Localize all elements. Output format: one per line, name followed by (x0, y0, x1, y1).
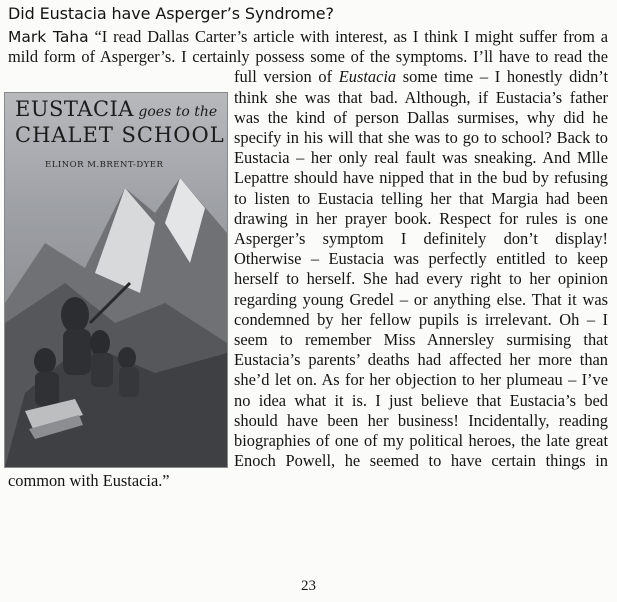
article-body (8, 27, 608, 492)
article-heading: Did Eustacia have Asperger’s Syndrome? (8, 4, 334, 23)
cover-illustration (5, 93, 227, 467)
article-text-part2: some time – I honestly didn’t think she was that bad. Although, if Eustacia’s father was the kind of person Dallas surmises, why did he specify in his will that she was to go to school? Back to Eustacia – her only real fault was sneaking. And Mlle Lepattre should have nipped that in the bud by refusing to listen to Eustacia telling her that Margia had been drawing in her prayer book. Respect for rules is one Asperger’s symptom I definitely don’t display! Otherwise – Eustacia was perfectly entitled to keep herself to herself. She had every right to her opinion regarding young Gredel – or anything else. That it was condemned by her fellow pupils is irrelevant. Oh – I seem to remember Miss Annersley surmising that Eustacia’s parents’ deaths had affected her more than she’d let on. As for her objection to her plumeau – I’ve no idea what it is. I just believe that Eustacia’s bed should have been her business! Incidentally, reading biographies of one of my political heroes, the late great Enoch Powell, he seemed to have certain things in common with Eustacia.” (8, 67, 608, 491)
page-number: 23 (301, 578, 316, 594)
article-author: Mark Taha (8, 28, 89, 46)
article-text-part1: “I read Dallas Carter’s article with interest, as I think I might suffer from a mild form of Asperger’s. I certainly possess some of the symptoms. I’ll have to read the full version of (8, 27, 608, 87)
cover-title-small: goes to the (133, 104, 218, 121)
book-cover-wrapper (4, 92, 226, 466)
book-cover-image (4, 92, 228, 468)
cover-title-line1 (15, 99, 217, 122)
cover-title-word: EUSTACIA (15, 97, 134, 122)
article-italic-title: Eustacia (338, 67, 397, 87)
cover-author: ELINOR M.BRENT-DYER (45, 160, 164, 171)
cover-title-line2: CHALET SCHOOL (15, 123, 225, 148)
